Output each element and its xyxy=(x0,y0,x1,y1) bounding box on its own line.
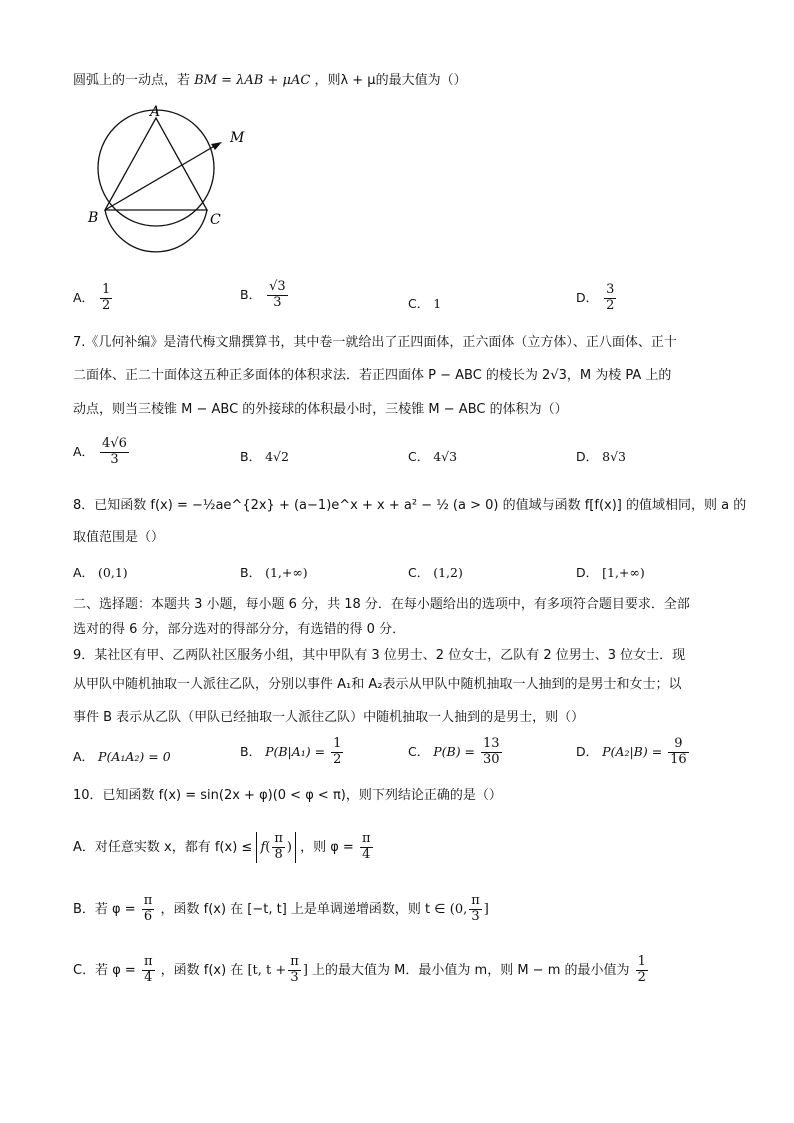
label-a: A xyxy=(150,104,161,120)
q7-line-2: 二面体、正二十面体这五种正多面体的体积求法．若正四面体 P − ABC 的棱长为 2√3，M 为棱 PA 上的 xyxy=(73,368,672,383)
fraction: $\frac{13}{30}$ xyxy=(483,736,500,767)
fraction: $\frac{3}{2}$ xyxy=(606,282,615,313)
fraction: $\frac{\pi}{6}$ xyxy=(143,893,153,924)
triangle-abc xyxy=(105,118,207,210)
circle-arc xyxy=(98,110,214,226)
q6-option-b[interactable]: B． $\frac{√3}{3}$ xyxy=(240,279,286,310)
q7-option-b[interactable]: B． 4√2 xyxy=(240,449,289,464)
q6-figure xyxy=(70,100,260,262)
section-2-line-2: 选对的得 6 分，部分选对的得部分分，有选错的得 0 分． xyxy=(73,622,406,637)
fraction: $\frac{\pi}{3}$ xyxy=(290,954,299,985)
q9-option-a[interactable]: A． P(A₁A₂) = 0 xyxy=(73,749,171,764)
q10-option-b[interactable]: B．若 φ = $\frac{\pi}{6}$ ，函数 f(x) 在 [−t, t] 上是单调递增函数，则 t ∈ (0, $\frac{\pi}{3}$ ] xyxy=(73,893,489,924)
q10-stem: 10．已知函数 f(x) = sin(2x + φ)(0 < φ < π)，则下列结论正确的是（） xyxy=(73,788,502,803)
fraction: $\frac{√3}{3}$ xyxy=(269,279,286,310)
arrow-head-icon xyxy=(211,142,222,150)
q6-vector-equation: BM = λAB + μAC xyxy=(194,73,311,88)
fraction: $\frac{4√6}{3}$ xyxy=(102,436,127,467)
fraction: $\frac{\pi}{4}$ xyxy=(143,954,153,985)
fraction: $\frac{\pi}{3}$ xyxy=(471,893,480,924)
q9-option-d[interactable]: D． P(A₂|B) = $\frac{9}{16}$ xyxy=(576,736,687,767)
q6-option-a[interactable]: A． $\frac{1}{2}$ xyxy=(73,282,111,313)
q7-line-3: 动点，则当三棱锥 M − ABC 的外接球的体积最小时，三棱锥 M − ABC 的体积为（） xyxy=(73,402,568,417)
q10-option-a[interactable]: A．对任意实数 x，都有 f(x) ≤ f( $\frac{\pi}{8}$ ) ，则 φ = $\frac{\pi}{4}$ xyxy=(73,831,371,862)
section-2-line-1: 二、选择题：本题共 3 小题，每小题 6 分，共 18 分．在每小题给出的选项中，有多项符合题目要求．全部 xyxy=(73,597,690,612)
q6-stem-suffix: ，则λ + μ的最大值为（） xyxy=(314,73,467,88)
q6-option-d[interactable]: D． $\frac{3}{2}$ xyxy=(576,282,615,313)
q8-option-d[interactable]: D． [1,+∞) xyxy=(576,565,645,580)
q6-stem xyxy=(73,73,467,89)
q8-line-2: 取值范围是（） xyxy=(73,530,165,545)
q8-line-1: 8．已知函数 f(x) = −½ae^{2x} + (a−1)e^x + x + a² − ½ (a > 0) 的值域与函数 f[f(x)] 的值域相同，则 a 的 xyxy=(73,498,747,513)
q7-option-c[interactable]: C． 4√3 xyxy=(408,449,458,464)
q6-stem-prefix: 圆弧上的一动点，若 xyxy=(73,73,191,88)
q7-line-1: 7.《几何补编》是清代梅文鼎撰算书，其中卷一就给出了正四面体，正六面体（立方体）、正八面体、正十 xyxy=(73,335,677,350)
fraction: $\frac{1}{2}$ xyxy=(637,954,646,985)
q6-option-c[interactable]: C． 1 xyxy=(408,296,442,311)
fraction: $\frac{\pi}{8}$ xyxy=(274,831,283,862)
fraction: $\frac{1}{2}$ xyxy=(102,282,111,313)
q8-option-b[interactable]: B． (1,+∞) xyxy=(240,565,308,580)
q8-option-a[interactable]: A． (0,1) xyxy=(73,565,128,580)
label-m: M xyxy=(230,130,245,146)
q9-option-c[interactable]: C． P(B) = $\frac{13}{30}$ xyxy=(408,736,500,767)
q9-option-b[interactable]: B． P(B|A₁) = $\frac{1}{2}$ xyxy=(240,736,342,767)
label-b: B xyxy=(88,210,99,226)
q10-option-c[interactable]: C．若 φ = $\frac{\pi}{4}$ ，函数 f(x) 在 [t, t + $\frac{\pi}{3}$ ] 上的最大值为 M．最小值为 m，则 M − m 的最小值为 $\frac{1}{2}$ xyxy=(73,954,646,985)
absolute-value: f( $\frac{\pi}{8}$ ) xyxy=(256,832,296,863)
fraction: $\frac{\pi}{4}$ xyxy=(361,831,371,862)
q9-line-2: 从甲队中随机抽取一人派往乙队，分别以事件 A₁和 A₂表示从甲队中随机抽取一人抽到的是男士和女士；以 xyxy=(73,677,682,692)
fraction: $\frac{9}{16}$ xyxy=(670,736,687,767)
q9-line-3: 事件 B 表示从乙队（甲队已经抽取一人派往乙队）中随机抽取一人抽到的是男士，则（） xyxy=(73,710,585,725)
q7-option-d[interactable]: D． 8√3 xyxy=(576,449,626,464)
label-c: C xyxy=(210,212,221,228)
q8-option-c[interactable]: C． (1,2) xyxy=(408,565,463,580)
fraction: $\frac{1}{2}$ xyxy=(333,736,342,767)
lower-arc xyxy=(105,210,207,252)
q7-option-a[interactable]: A． $\frac{4√6}{3}$ xyxy=(73,436,127,467)
q9-line-1: 9．某社区有甲、乙两队社区服务小组，其中甲队有 3 位男士、2 位女士，乙队有 2 位男士、3 位女士．现 xyxy=(73,648,686,663)
